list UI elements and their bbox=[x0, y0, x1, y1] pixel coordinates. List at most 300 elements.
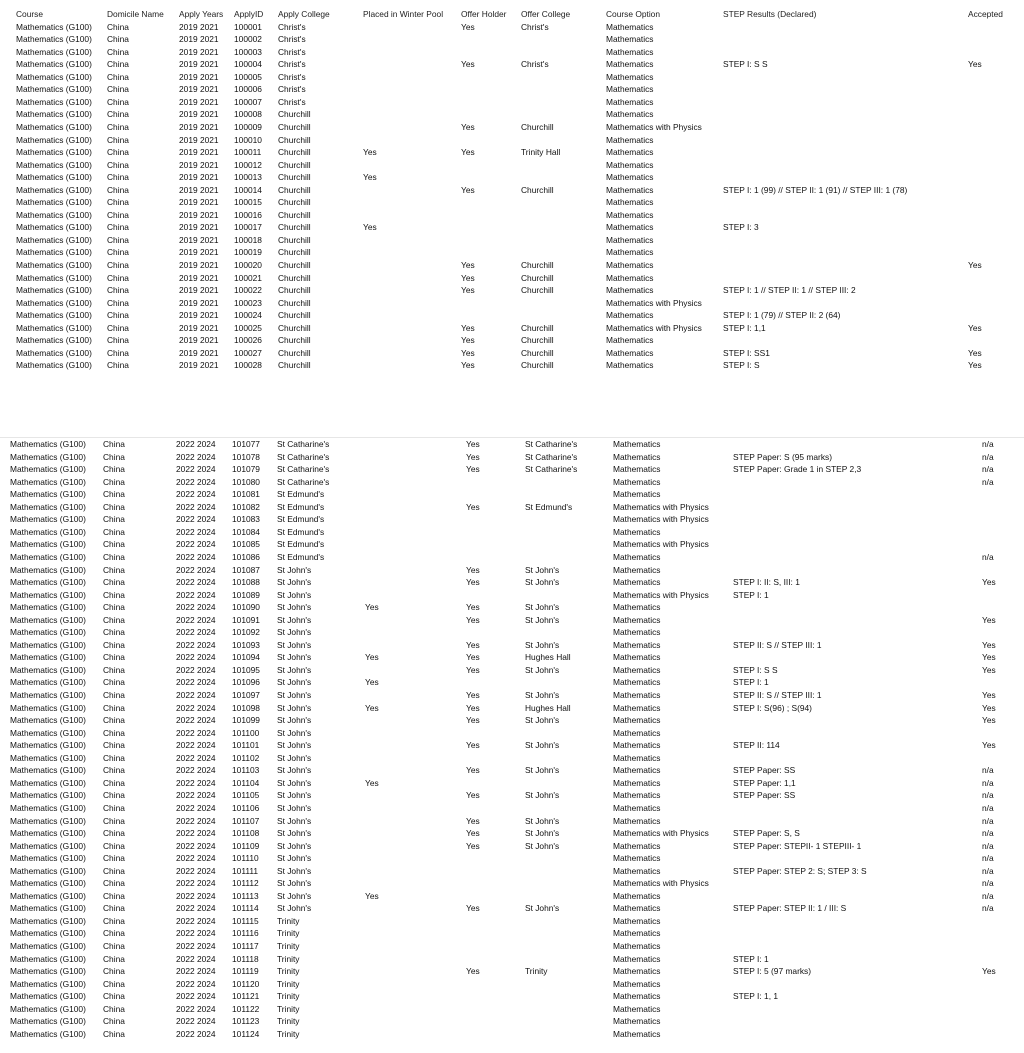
cell-domicile[interactable]: China bbox=[103, 1003, 125, 1014]
cell-apply-id[interactable]: 101077 bbox=[232, 439, 260, 449]
cell-apply-college[interactable]: St Edmund's bbox=[277, 489, 325, 500]
cell-apply-id[interactable]: 101091 bbox=[232, 614, 260, 625]
cell-apply-id[interactable]: 101101 bbox=[232, 740, 260, 751]
cell-apply-id[interactable]: 100026 bbox=[234, 335, 262, 346]
cell-course[interactable]: Mathematics (G100) bbox=[10, 777, 86, 788]
cell-apply-college[interactable]: St Edmund's bbox=[277, 526, 325, 537]
cell-course-option[interactable]: Mathematics bbox=[613, 815, 661, 826]
cell-winter-pool[interactable]: Yes bbox=[365, 677, 379, 688]
cell-offer-college[interactable]: Christ's bbox=[521, 59, 549, 70]
cell-domicile[interactable]: China bbox=[107, 197, 129, 208]
cell-apply-college[interactable]: St Catharine's bbox=[277, 439, 330, 449]
cell-course-option[interactable]: Mathematics bbox=[606, 159, 654, 170]
cell-offer-holder[interactable]: Yes bbox=[461, 322, 475, 333]
cell-apply-id[interactable]: 100013 bbox=[234, 172, 262, 183]
cell-accepted[interactable]: n/a bbox=[982, 878, 994, 889]
cell-accepted[interactable]: Yes bbox=[968, 260, 982, 270]
cell-apply-years[interactable]: 2019 2021 bbox=[179, 234, 219, 245]
cell-accepted[interactable]: n/a bbox=[982, 903, 994, 914]
cell-accepted[interactable]: n/a bbox=[982, 890, 994, 901]
cell-step-results[interactable]: STEP I: S bbox=[723, 360, 760, 371]
cell-course-option[interactable]: Mathematics bbox=[613, 602, 661, 613]
cell-apply-id[interactable]: 101120 bbox=[232, 978, 260, 989]
cell-course-option[interactable]: Mathematics bbox=[613, 639, 661, 650]
cell-apply-years[interactable]: 2019 2021 bbox=[179, 109, 219, 120]
cell-step-results[interactable]: STEP Paper: STEP II: 1 / III: S bbox=[733, 903, 847, 914]
cell-course[interactable]: Mathematics (G100) bbox=[10, 476, 86, 487]
cell-apply-college[interactable]: St John's bbox=[277, 727, 312, 738]
cell-domicile[interactable]: China bbox=[107, 84, 129, 95]
cell-domicile[interactable]: China bbox=[107, 121, 129, 132]
cell-apply-years[interactable]: 2022 2024 bbox=[176, 915, 216, 926]
cell-accepted[interactable]: Yes bbox=[982, 740, 996, 751]
cell-apply-years[interactable]: 2022 2024 bbox=[176, 765, 216, 776]
cell-domicile[interactable]: China bbox=[107, 96, 129, 107]
cell-offer-college[interactable]: Churchill bbox=[521, 260, 554, 270]
cell-course-option[interactable]: Mathematics bbox=[606, 260, 654, 270]
cell-offer-holder[interactable]: Yes bbox=[466, 564, 480, 575]
cell-apply-years[interactable]: 2019 2021 bbox=[179, 34, 219, 45]
cell-course-option[interactable]: Mathematics with Physics bbox=[613, 828, 709, 839]
cell-domicile[interactable]: China bbox=[103, 514, 125, 525]
cell-course[interactable]: Mathematics (G100) bbox=[10, 526, 86, 537]
cell-offer-holder[interactable]: Yes bbox=[466, 439, 480, 449]
cell-course-option[interactable]: Mathematics bbox=[613, 451, 661, 462]
cell-apply-years[interactable]: 2019 2021 bbox=[179, 222, 219, 233]
cell-domicile[interactable]: China bbox=[103, 840, 125, 851]
cell-apply-college[interactable]: St Edmund's bbox=[277, 501, 325, 512]
cell-apply-id[interactable]: 101119 bbox=[232, 966, 259, 977]
cell-apply-id[interactable]: 100024 bbox=[234, 310, 262, 321]
cell-apply-college[interactable]: St John's bbox=[277, 903, 312, 914]
cell-apply-college[interactable]: St John's bbox=[277, 777, 312, 788]
cell-apply-years[interactable]: 2022 2024 bbox=[176, 890, 216, 901]
cell-apply-years[interactable]: 2019 2021 bbox=[179, 59, 219, 70]
cell-course-option[interactable]: Mathematics bbox=[613, 489, 661, 500]
cell-apply-id[interactable]: 101122 bbox=[232, 1003, 260, 1014]
cell-step-results[interactable]: STEP I: S(96) ; S(94) bbox=[733, 702, 812, 713]
cell-apply-college[interactable]: Churchill bbox=[278, 310, 311, 321]
cell-apply-years[interactable]: 2022 2024 bbox=[176, 589, 216, 600]
cell-domicile[interactable]: China bbox=[103, 627, 125, 638]
cell-offer-holder[interactable]: Yes bbox=[466, 451, 480, 462]
cell-course[interactable]: Mathematics (G100) bbox=[10, 815, 86, 826]
cell-domicile[interactable]: China bbox=[103, 740, 125, 751]
cell-course-option[interactable]: Mathematics bbox=[606, 172, 654, 183]
cell-offer-college[interactable]: St Catharine's bbox=[525, 451, 578, 462]
cell-apply-years[interactable]: 2022 2024 bbox=[176, 966, 216, 977]
cell-apply-college[interactable]: Churchill bbox=[278, 109, 311, 120]
cell-offer-holder[interactable]: Yes bbox=[466, 602, 480, 613]
cell-offer-holder[interactable]: Yes bbox=[461, 260, 475, 270]
cell-course-option[interactable]: Mathematics bbox=[613, 802, 661, 813]
cell-offer-holder[interactable]: Yes bbox=[466, 828, 480, 839]
cell-apply-years[interactable]: 2019 2021 bbox=[179, 184, 219, 195]
cell-apply-id[interactable]: 100002 bbox=[234, 34, 262, 45]
cell-domicile[interactable]: China bbox=[107, 222, 129, 233]
cell-offer-holder[interactable]: Yes bbox=[461, 184, 475, 195]
cell-accepted[interactable]: Yes bbox=[982, 577, 996, 588]
cell-course-option[interactable]: Mathematics bbox=[613, 627, 661, 638]
cell-offer-college[interactable]: St John's bbox=[525, 690, 560, 700]
cell-apply-years[interactable]: 2019 2021 bbox=[179, 147, 219, 158]
cell-offer-college[interactable]: Churchill bbox=[521, 121, 554, 132]
header-course-option[interactable]: Course Option bbox=[606, 9, 660, 19]
cell-accepted[interactable]: Yes bbox=[982, 702, 996, 713]
cell-accepted[interactable]: n/a bbox=[982, 451, 994, 462]
cell-offer-holder[interactable]: Yes bbox=[461, 285, 475, 296]
cell-domicile[interactable]: China bbox=[103, 802, 125, 813]
cell-apply-college[interactable]: Churchill bbox=[278, 347, 311, 358]
cell-domicile[interactable]: China bbox=[103, 765, 125, 776]
cell-course[interactable]: Mathematics (G100) bbox=[10, 577, 86, 588]
cell-course-option[interactable]: Mathematics bbox=[613, 840, 661, 851]
cell-course[interactable]: Mathematics (G100) bbox=[10, 514, 86, 525]
cell-apply-college[interactable]: Christ's bbox=[278, 21, 306, 32]
cell-course-option[interactable]: Mathematics bbox=[606, 71, 654, 82]
cell-apply-years[interactable]: 2022 2024 bbox=[176, 802, 216, 813]
cell-apply-college[interactable]: St John's bbox=[277, 652, 312, 663]
header-step-results[interactable]: STEP Results (Declared) bbox=[723, 9, 817, 19]
cell-apply-years[interactable]: 2019 2021 bbox=[179, 96, 219, 107]
cell-offer-college[interactable]: Churchill bbox=[521, 335, 554, 346]
cell-course[interactable]: Mathematics (G100) bbox=[10, 702, 86, 713]
cell-accepted[interactable]: n/a bbox=[982, 476, 994, 487]
cell-apply-years[interactable]: 2019 2021 bbox=[179, 209, 219, 220]
cell-step-results[interactable]: STEP Paper: STEPII- 1 STEPIII- 1 bbox=[733, 840, 862, 851]
cell-course[interactable]: Mathematics (G100) bbox=[10, 890, 86, 901]
cell-course[interactable]: Mathematics (G100) bbox=[16, 234, 92, 245]
cell-domicile[interactable]: China bbox=[103, 677, 125, 688]
cell-course[interactable]: Mathematics (G100) bbox=[10, 840, 86, 851]
cell-apply-college[interactable]: Christ's bbox=[278, 71, 306, 82]
cell-course-option[interactable]: Mathematics bbox=[613, 664, 661, 675]
cell-course[interactable]: Mathematics (G100) bbox=[16, 159, 92, 170]
cell-course-option[interactable]: Mathematics bbox=[606, 347, 654, 358]
cell-apply-years[interactable]: 2019 2021 bbox=[179, 159, 219, 170]
cell-apply-college[interactable]: St Edmund's bbox=[277, 551, 325, 562]
cell-accepted[interactable]: Yes bbox=[982, 690, 996, 700]
cell-apply-college[interactable]: St John's bbox=[277, 765, 312, 776]
cell-domicile[interactable]: China bbox=[103, 526, 125, 537]
cell-offer-holder[interactable]: Yes bbox=[466, 639, 480, 650]
cell-domicile[interactable]: China bbox=[107, 297, 129, 308]
cell-offer-college[interactable]: St John's bbox=[525, 840, 560, 851]
cell-apply-college[interactable]: Churchill bbox=[278, 172, 311, 183]
cell-apply-college[interactable]: St John's bbox=[277, 853, 312, 864]
cell-apply-years[interactable]: 2022 2024 bbox=[176, 539, 216, 550]
cell-offer-college[interactable]: Churchill bbox=[521, 285, 554, 296]
cell-offer-holder[interactable]: Yes bbox=[466, 577, 480, 588]
cell-offer-college[interactable]: St John's bbox=[525, 903, 560, 914]
cell-offer-college[interactable]: St John's bbox=[525, 828, 560, 839]
cell-apply-college[interactable]: Churchill bbox=[278, 121, 311, 132]
cell-apply-id[interactable]: 100020 bbox=[234, 260, 262, 270]
cell-apply-years[interactable]: 2022 2024 bbox=[176, 639, 216, 650]
cell-course[interactable]: Mathematics (G100) bbox=[10, 903, 86, 914]
cell-apply-id[interactable]: 101099 bbox=[232, 715, 260, 726]
cell-apply-years[interactable]: 2022 2024 bbox=[176, 941, 216, 951]
cell-course-option[interactable]: Mathematics with Physics bbox=[613, 589, 709, 600]
cell-apply-years[interactable]: 2019 2021 bbox=[179, 297, 219, 308]
cell-apply-years[interactable]: 2022 2024 bbox=[176, 815, 216, 826]
cell-offer-holder[interactable]: Yes bbox=[466, 740, 480, 751]
cell-course[interactable]: Mathematics (G100) bbox=[10, 501, 86, 512]
cell-apply-years[interactable]: 2022 2024 bbox=[176, 840, 216, 851]
cell-domicile[interactable]: China bbox=[103, 539, 125, 550]
cell-apply-college[interactable]: St John's bbox=[277, 790, 312, 801]
cell-apply-years[interactable]: 2022 2024 bbox=[176, 1028, 216, 1039]
cell-course[interactable]: Mathematics (G100) bbox=[16, 209, 92, 220]
cell-domicile[interactable]: China bbox=[103, 853, 125, 864]
cell-course-option[interactable]: Mathematics bbox=[606, 21, 654, 32]
cell-apply-id[interactable]: 101110 bbox=[232, 853, 259, 864]
header-offer-holder[interactable]: Offer Holder bbox=[461, 9, 507, 19]
cell-apply-years[interactable]: 2022 2024 bbox=[176, 451, 216, 462]
cell-course-option[interactable]: Mathematics bbox=[613, 564, 661, 575]
cell-course[interactable]: Mathematics (G100) bbox=[10, 828, 86, 839]
cell-course[interactable]: Mathematics (G100) bbox=[16, 335, 92, 346]
cell-offer-holder[interactable]: Yes bbox=[461, 272, 475, 283]
cell-course[interactable]: Mathematics (G100) bbox=[16, 172, 92, 183]
cell-apply-id[interactable]: 100006 bbox=[234, 84, 262, 95]
cell-course-option[interactable]: Mathematics bbox=[606, 209, 654, 220]
cell-apply-years[interactable]: 2022 2024 bbox=[176, 1016, 216, 1027]
cell-apply-years[interactable]: 2019 2021 bbox=[179, 347, 219, 358]
cell-offer-holder[interactable]: Yes bbox=[461, 360, 475, 371]
cell-apply-years[interactable]: 2022 2024 bbox=[176, 1003, 216, 1014]
cell-step-results[interactable]: STEP I: 5 (97 marks) bbox=[733, 966, 812, 977]
cell-course[interactable]: Mathematics (G100) bbox=[10, 677, 86, 688]
cell-step-results[interactable]: STEP I: S S bbox=[723, 59, 768, 70]
cell-offer-college[interactable]: St John's bbox=[525, 639, 560, 650]
cell-apply-years[interactable]: 2019 2021 bbox=[179, 172, 219, 183]
cell-course-option[interactable]: Mathematics bbox=[613, 853, 661, 864]
cell-apply-years[interactable]: 2019 2021 bbox=[179, 335, 219, 346]
cell-winter-pool[interactable]: Yes bbox=[365, 777, 379, 788]
cell-course-option[interactable]: Mathematics bbox=[613, 978, 661, 989]
cell-apply-college[interactable]: Christ's bbox=[278, 84, 306, 95]
cell-course-option[interactable]: Mathematics with Physics bbox=[613, 514, 709, 525]
cell-apply-id[interactable]: 100028 bbox=[234, 360, 262, 371]
cell-course[interactable]: Mathematics (G100) bbox=[10, 464, 86, 475]
cell-accepted[interactable]: n/a bbox=[982, 840, 994, 851]
cell-domicile[interactable]: China bbox=[103, 1016, 125, 1027]
cell-apply-college[interactable]: St John's bbox=[277, 664, 312, 675]
cell-domicile[interactable]: China bbox=[103, 715, 125, 726]
cell-course[interactable]: Mathematics (G100) bbox=[10, 439, 86, 449]
cell-apply-college[interactable]: St John's bbox=[277, 690, 312, 700]
cell-accepted[interactable]: n/a bbox=[982, 765, 994, 776]
header-domicile[interactable]: Domicile Name bbox=[107, 9, 164, 19]
cell-course-option[interactable]: Mathematics bbox=[606, 184, 654, 195]
cell-apply-college[interactable]: St John's bbox=[277, 752, 312, 763]
cell-course-option[interactable]: Mathematics bbox=[613, 476, 661, 487]
cell-course-option[interactable]: Mathematics bbox=[606, 310, 654, 321]
cell-course-option[interactable]: Mathematics with Physics bbox=[613, 878, 709, 889]
cell-step-results[interactable]: STEP Paper: 1,1 bbox=[733, 777, 796, 788]
cell-course-option[interactable]: Mathematics bbox=[613, 439, 661, 449]
cell-course[interactable]: Mathematics (G100) bbox=[16, 285, 92, 296]
cell-offer-holder[interactable]: Yes bbox=[466, 664, 480, 675]
cell-course-option[interactable]: Mathematics bbox=[613, 777, 661, 788]
cell-apply-years[interactable]: 2022 2024 bbox=[176, 727, 216, 738]
cell-step-results[interactable]: STEP I: 1 (79) // STEP II: 2 (64) bbox=[723, 310, 841, 321]
cell-offer-holder[interactable]: Yes bbox=[466, 966, 480, 977]
cell-course[interactable]: Mathematics (G100) bbox=[10, 1028, 86, 1039]
cell-winter-pool[interactable]: Yes bbox=[363, 147, 377, 158]
cell-course[interactable]: Mathematics (G100) bbox=[16, 59, 92, 70]
cell-course[interactable]: Mathematics (G100) bbox=[10, 539, 86, 550]
cell-apply-id[interactable]: 101098 bbox=[232, 702, 260, 713]
cell-course[interactable]: Mathematics (G100) bbox=[16, 96, 92, 107]
cell-domicile[interactable]: China bbox=[103, 439, 125, 449]
cell-accepted[interactable]: n/a bbox=[982, 777, 994, 788]
cell-apply-college[interactable]: St Catharine's bbox=[277, 476, 330, 487]
cell-course-option[interactable]: Mathematics bbox=[606, 285, 654, 296]
cell-apply-id[interactable]: 100008 bbox=[234, 109, 262, 120]
cell-offer-college[interactable]: St Catharine's bbox=[525, 464, 578, 475]
cell-step-results[interactable]: STEP I: S S bbox=[733, 664, 778, 675]
cell-course-option[interactable]: Mathematics bbox=[613, 752, 661, 763]
cell-accepted[interactable]: n/a bbox=[982, 790, 994, 801]
cell-course[interactable]: Mathematics (G100) bbox=[16, 247, 92, 258]
cell-course[interactable]: Mathematics (G100) bbox=[10, 1016, 86, 1027]
cell-course[interactable]: Mathematics (G100) bbox=[10, 715, 86, 726]
cell-step-results[interactable]: STEP I: 3 bbox=[723, 222, 759, 233]
cell-domicile[interactable]: China bbox=[107, 147, 129, 158]
cell-offer-holder[interactable]: Yes bbox=[466, 903, 480, 914]
cell-apply-college[interactable]: Christ's bbox=[278, 34, 306, 45]
cell-step-results[interactable]: STEP I: 1 (99) // STEP II: 1 (91) // STEP III: 1 (78) bbox=[723, 184, 908, 195]
cell-course[interactable]: Mathematics (G100) bbox=[10, 991, 86, 1002]
cell-apply-id[interactable]: 101082 bbox=[232, 501, 260, 512]
cell-apply-id[interactable]: 100018 bbox=[234, 234, 262, 245]
cell-apply-years[interactable]: 2022 2024 bbox=[176, 978, 216, 989]
cell-step-results[interactable]: STEP I: 1 bbox=[733, 953, 769, 964]
cell-apply-years[interactable]: 2019 2021 bbox=[179, 247, 219, 258]
cell-domicile[interactable]: China bbox=[107, 272, 129, 283]
cell-apply-college[interactable]: St John's bbox=[277, 802, 312, 813]
cell-apply-years[interactable]: 2022 2024 bbox=[176, 551, 216, 562]
cell-accepted[interactable]: n/a bbox=[982, 815, 994, 826]
cell-step-results[interactable]: STEP I: 1, 1 bbox=[733, 991, 778, 1002]
cell-apply-college[interactable]: St John's bbox=[277, 639, 312, 650]
cell-apply-college[interactable]: Churchill bbox=[278, 222, 311, 233]
cell-course[interactable]: Mathematics (G100) bbox=[16, 222, 92, 233]
cell-apply-id[interactable]: 100021 bbox=[234, 272, 262, 283]
cell-accepted[interactable]: Yes bbox=[982, 664, 996, 675]
cell-apply-id[interactable]: 101112 bbox=[232, 878, 259, 889]
cell-apply-id[interactable]: 101115 bbox=[232, 915, 259, 926]
cell-course-option[interactable]: Mathematics bbox=[613, 614, 661, 625]
cell-apply-id[interactable]: 100016 bbox=[234, 209, 262, 220]
cell-apply-years[interactable]: 2022 2024 bbox=[176, 514, 216, 525]
cell-course-option[interactable]: Mathematics bbox=[613, 890, 661, 901]
cell-apply-id[interactable]: 100022 bbox=[234, 285, 262, 296]
cell-apply-id[interactable]: 100019 bbox=[234, 247, 262, 258]
cell-apply-id[interactable]: 100027 bbox=[234, 347, 262, 358]
cell-apply-years[interactable]: 2022 2024 bbox=[176, 752, 216, 763]
cell-accepted[interactable]: Yes bbox=[982, 966, 996, 977]
cell-course[interactable]: Mathematics (G100) bbox=[10, 928, 86, 939]
cell-apply-id[interactable]: 101084 bbox=[232, 526, 260, 537]
cell-apply-college[interactable]: St John's bbox=[277, 815, 312, 826]
cell-domicile[interactable]: China bbox=[103, 752, 125, 763]
header-offer-college[interactable]: Offer College bbox=[521, 9, 571, 19]
cell-apply-college[interactable]: Trinity bbox=[277, 991, 300, 1002]
cell-apply-college[interactable]: Christ's bbox=[278, 96, 306, 107]
cell-course-option[interactable]: Mathematics bbox=[613, 765, 661, 776]
cell-apply-college[interactable]: St John's bbox=[277, 828, 312, 839]
cell-offer-holder[interactable]: Yes bbox=[466, 614, 480, 625]
cell-domicile[interactable]: China bbox=[103, 451, 125, 462]
cell-apply-college[interactable]: St John's bbox=[277, 677, 312, 688]
cell-apply-college[interactable]: Churchill bbox=[278, 197, 311, 208]
cell-domicile[interactable]: China bbox=[103, 815, 125, 826]
cell-offer-holder[interactable]: Yes bbox=[461, 347, 475, 358]
cell-accepted[interactable]: n/a bbox=[982, 828, 994, 839]
cell-apply-college[interactable]: Trinity bbox=[277, 915, 300, 926]
cell-apply-college[interactable]: Trinity bbox=[277, 1016, 300, 1027]
cell-domicile[interactable]: China bbox=[107, 172, 129, 183]
cell-domicile[interactable]: China bbox=[107, 209, 129, 220]
cell-step-results[interactable]: STEP Paper: SS bbox=[733, 790, 796, 801]
cell-apply-id[interactable]: 100015 bbox=[234, 197, 262, 208]
cell-step-results[interactable]: STEP I: 1 // STEP II: 1 // STEP III: 2 bbox=[723, 285, 856, 296]
cell-course-option[interactable]: Mathematics bbox=[613, 577, 661, 588]
cell-course[interactable]: Mathematics (G100) bbox=[16, 272, 92, 283]
cell-course-option[interactable]: Mathematics with Physics bbox=[606, 121, 702, 132]
cell-domicile[interactable]: China bbox=[107, 71, 129, 82]
cell-offer-holder[interactable]: Yes bbox=[461, 59, 475, 70]
cell-domicile[interactable]: China bbox=[103, 941, 125, 951]
cell-offer-holder[interactable]: Yes bbox=[466, 840, 480, 851]
cell-apply-years[interactable]: 2022 2024 bbox=[176, 865, 216, 876]
cell-course-option[interactable]: Mathematics bbox=[613, 702, 661, 713]
cell-course-option[interactable]: Mathematics with Physics bbox=[613, 539, 709, 550]
cell-offer-college[interactable]: St John's bbox=[525, 602, 560, 613]
cell-offer-holder[interactable]: Yes bbox=[466, 690, 480, 700]
cell-course[interactable]: Mathematics (G100) bbox=[10, 802, 86, 813]
cell-apply-college[interactable]: St Edmund's bbox=[277, 514, 325, 525]
cell-apply-years[interactable]: 2022 2024 bbox=[176, 614, 216, 625]
cell-course[interactable]: Mathematics (G100) bbox=[16, 134, 92, 145]
cell-apply-id[interactable]: 101111 bbox=[232, 865, 259, 876]
cell-course[interactable]: Mathematics (G100) bbox=[16, 34, 92, 45]
cell-apply-id[interactable]: 101095 bbox=[232, 664, 260, 675]
cell-domicile[interactable]: China bbox=[103, 702, 125, 713]
cell-apply-id[interactable]: 100005 bbox=[234, 71, 262, 82]
cell-course-option[interactable]: Mathematics bbox=[606, 360, 654, 371]
cell-domicile[interactable]: China bbox=[103, 727, 125, 738]
cell-accepted[interactable]: Yes bbox=[968, 360, 982, 371]
cell-domicile[interactable]: China bbox=[103, 690, 125, 700]
cell-course-option[interactable]: Mathematics bbox=[613, 727, 661, 738]
cell-accepted[interactable]: n/a bbox=[982, 865, 994, 876]
cell-apply-id[interactable]: 101117 bbox=[232, 941, 259, 951]
cell-winter-pool[interactable]: Yes bbox=[365, 702, 379, 713]
cell-apply-college[interactable]: Trinity bbox=[277, 1028, 300, 1039]
cell-apply-college[interactable]: St John's bbox=[277, 715, 312, 726]
cell-course[interactable]: Mathematics (G100) bbox=[10, 614, 86, 625]
cell-course-option[interactable]: Mathematics bbox=[613, 790, 661, 801]
cell-apply-college[interactable]: St John's bbox=[277, 564, 312, 575]
cell-apply-id[interactable]: 101103 bbox=[232, 765, 260, 776]
cell-apply-years[interactable]: 2022 2024 bbox=[176, 564, 216, 575]
cell-course[interactable]: Mathematics (G100) bbox=[10, 865, 86, 876]
cell-domicile[interactable]: China bbox=[103, 577, 125, 588]
